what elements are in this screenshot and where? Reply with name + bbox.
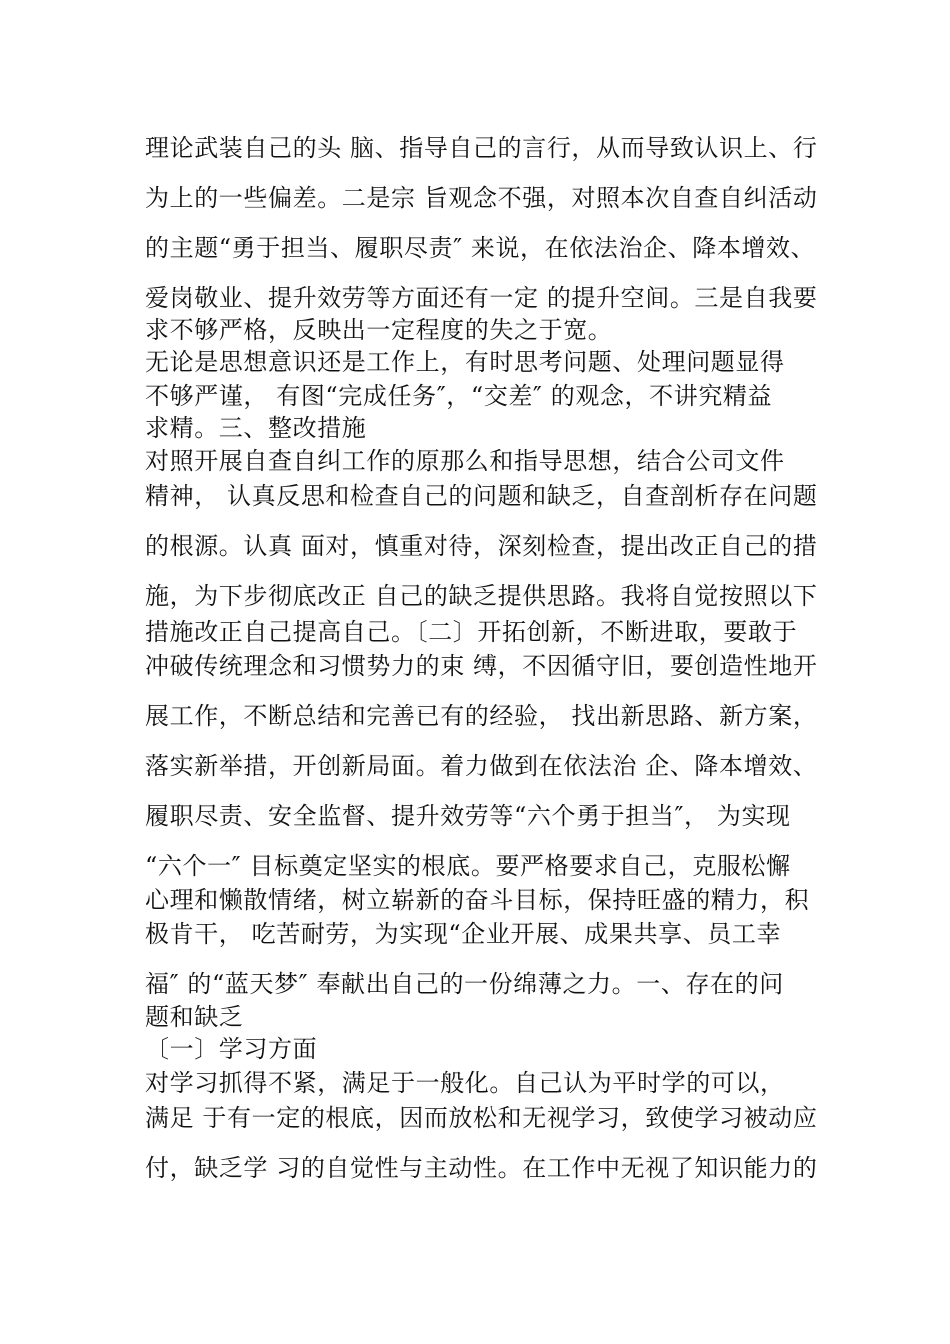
text-line: 福″ 的“蓝天梦″ 奉献出自己的一份绵薄之力。一、存在的问 — [145, 970, 784, 998]
text-line: 极肯干， 吃苦耐劳，为实现“企业开展、成果共享、员工幸 — [145, 920, 782, 948]
text-line: 心理和懒散情绪，树立崭新的奋斗目标，保持旺盛的精力，积 — [145, 886, 810, 914]
text-line: 求不够严格，反映出一定程度的失之于宽。 — [145, 316, 613, 344]
text-line: 冲破传统理念和习惯势力的束 缚，不因循守旧，要创造性地开 — [145, 652, 818, 680]
text-line: 爱岗敬业、提升效劳等方面还有一定 的提升空间。三是自我要 — [145, 284, 818, 312]
text-line: 落实新举措，开创新局面。着力做到在依法治 企、降本增效、 — [145, 752, 818, 780]
text-line: 履职尽责、安全监督、提升效劳等“六个勇于担当″， 为实现 — [145, 802, 791, 830]
text-line: 的主题“勇于担当、履职尽责″ 来说，在依法治企、降本增效、 — [145, 234, 816, 262]
text-line: 精神， 认真反思和检查自己的问题和缺乏，自查剖析存在问题 — [145, 482, 818, 510]
text-line: 求精。三、整改措施 — [145, 414, 367, 442]
text-line: 无论是思想意识还是工作上，有时思考问题、处理问题显得 — [145, 348, 785, 376]
text-line: 满足 于有一定的根底，因而放松和无视学习，致使学习被动应 — [145, 1104, 818, 1132]
text-line: 〔一〕学习方面 — [145, 1035, 318, 1063]
text-line: 付，缺乏学 习的自觉性与主动性。在工作中无视了知识能力的 — [145, 1154, 818, 1182]
text-line: 为上的一些偏差。二是宗 旨观念不强，对照本次自查自纠活动 — [145, 184, 818, 212]
text-line: “六个一″ 目标奠定坚实的根底。要严格要求自己，克服松懈 — [145, 852, 791, 880]
text-line: 理论武装自己的头 脑、指导自己的言行，从而导致认识上、行 — [145, 134, 818, 162]
text-line: 的根源。认真 面对，慎重对待，深刻检查，提出改正自己的措 — [145, 532, 818, 560]
text-line: 对学习抓得不紧，满足于一般化。自己认为平时学的可以， — [145, 1069, 785, 1097]
text-line: 对照开展自查自纠工作的原那么和指导思想，结合公司文件 — [145, 447, 785, 475]
text-line: 展工作，不断总结和完善已有的经验， 找出新思路、新方案， — [145, 702, 818, 730]
text-line: 施，为下步彻底改正 自己的缺乏提供思路。我将自觉按照以下 — [145, 582, 818, 610]
text-line: 题和缺乏 — [145, 1003, 244, 1031]
text-line: 不够严谨， 有图“完成任务″，“交差″ 的观念，不讲究精益 — [145, 382, 773, 410]
text-line: 措施改正自己提高自己。〔二〕开拓创新，不断进取，要敢于 — [145, 618, 798, 646]
